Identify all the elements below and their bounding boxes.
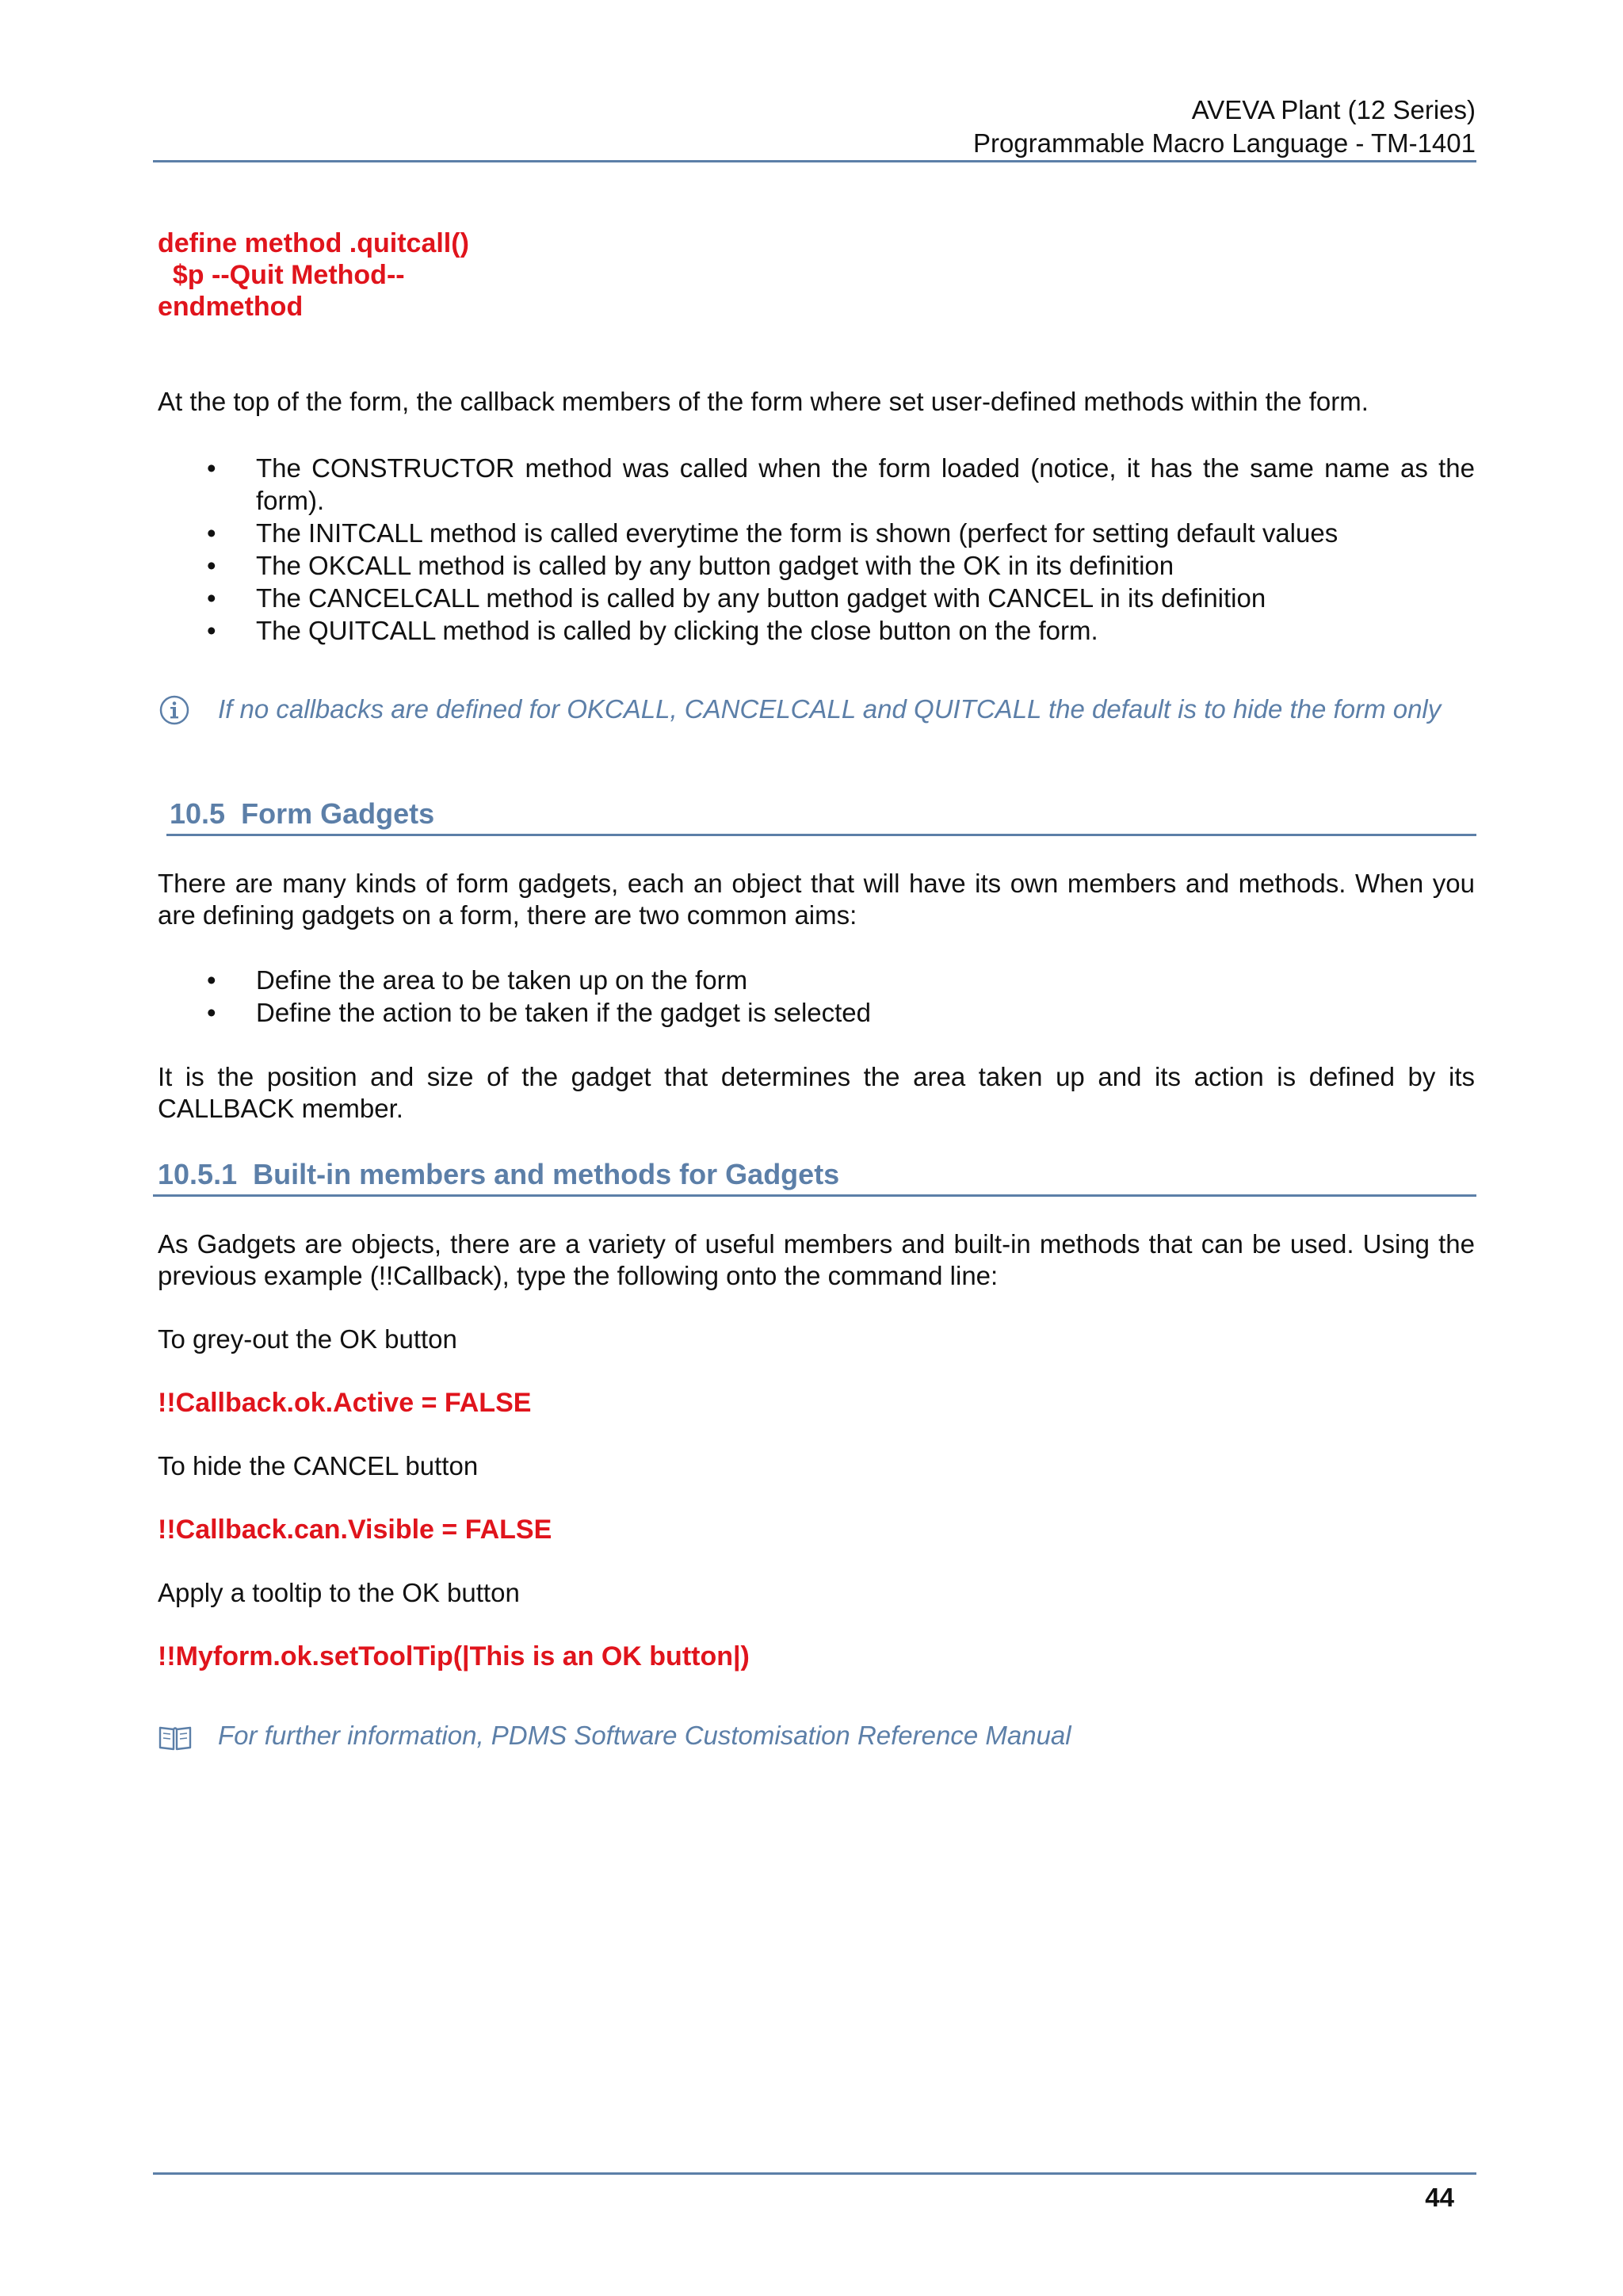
step-text: To hide the CANCEL button <box>158 1451 479 1480</box>
list-item: • The CONSTRUCTOR method was called when the form loaded (notice, it has the same name as the form). <box>207 453 1475 515</box>
code-line: endmethod <box>158 292 304 322</box>
section-number: 10.5 <box>170 797 226 830</box>
bullet-icon: • <box>207 965 216 995</box>
callback-list <box>158 452 1475 647</box>
list-item: • Define the area to be taken up on the form <box>207 965 748 995</box>
section-heading-10-5 <box>170 797 434 831</box>
section-title: Built-in members and methods for Gadgets <box>253 1158 840 1190</box>
info-circle-icon <box>158 694 193 726</box>
list-item: • The CANCELCALL method is called by any button gadget with CANCEL in its definition <box>207 583 1266 613</box>
gadgets-paragraph: There are many kinds of form gadgets, each an object that will have its own members and methods. When you are defining gadgets on a form, there are two common aims: <box>158 869 1475 930</box>
code-line-set-tooltip: !!Myform.ok.setToolTip(|This is an OK button|) <box>158 1641 750 1671</box>
list-item: • The INITCALL method is called everytime the form is shown (perfect for setting default values <box>207 518 1338 548</box>
section-title: Form Gadgets <box>241 797 435 830</box>
code-line-can-visible: !!Callback.can.Visible = FALSE <box>158 1515 552 1545</box>
running-header <box>155 94 1476 160</box>
section-rule <box>166 834 1476 836</box>
list-item: • Define the action to be taken if the gadget is selected <box>207 998 872 1027</box>
intro-paragraph: At the top of the form, the callback members of the form where set user-defined methods within the form. <box>158 387 1369 416</box>
code-line: define method .quitcall() <box>158 228 469 258</box>
bullet-icon: • <box>207 998 216 1027</box>
reference-note-text: For further information, PDMS Software Customisation Reference Manual <box>218 1721 1071 1750</box>
list-item: • The OKCALL method is called by any button gadget with the OK in its definition <box>207 551 1174 580</box>
bullet-icon: • <box>207 583 216 613</box>
bullet-icon: • <box>207 616 216 645</box>
header-product: AVEVA Plant (12 Series) <box>1191 95 1476 124</box>
header-course: Programmable Macro Language - TM-1401 <box>972 128 1476 158</box>
info-note <box>158 693 1475 725</box>
reference-note <box>158 1719 1475 1752</box>
code-line: $p --Quit Method-- <box>158 260 405 290</box>
callback-member-paragraph: It is the position and size of the gadget that determines the area taken up and its action is defined by its CALLBACK member. <box>158 1062 1475 1123</box>
list-item: • The QUITCALL method is called by clicking the close button on the form. <box>207 616 1098 645</box>
footer-rule <box>153 2172 1476 2175</box>
bullet-icon: • <box>207 518 216 548</box>
section-number: 10.5.1 <box>158 1158 238 1190</box>
gadget-aims-list <box>158 964 1475 1029</box>
bullet-icon: • <box>207 551 216 580</box>
bullet-icon: • <box>207 453 216 483</box>
open-book-icon <box>158 1721 193 1752</box>
info-note-text: If no callbacks are defined for OKCALL, CANCELCALL and QUITCALL the default is to hide the form only <box>218 694 1442 724</box>
code-line-ok-active: !!Callback.ok.Active = FALSE <box>158 1388 532 1418</box>
section-rule <box>153 1194 1476 1197</box>
code-block-quitcall <box>158 227 469 323</box>
gadget-members-paragraph: As Gadgets are objects, there are a variety of useful members and built-in methods that can be used. Using the previous example (!!Callback), type the following onto the command line: <box>158 1229 1475 1290</box>
header-rule <box>153 160 1476 162</box>
section-heading-10-5-1 <box>158 1157 839 1192</box>
step-text: To grey-out the OK button <box>158 1324 457 1354</box>
page-number: 44 <box>1425 2183 1454 2212</box>
step-text: Apply a tooltip to the OK button <box>158 1578 520 1607</box>
